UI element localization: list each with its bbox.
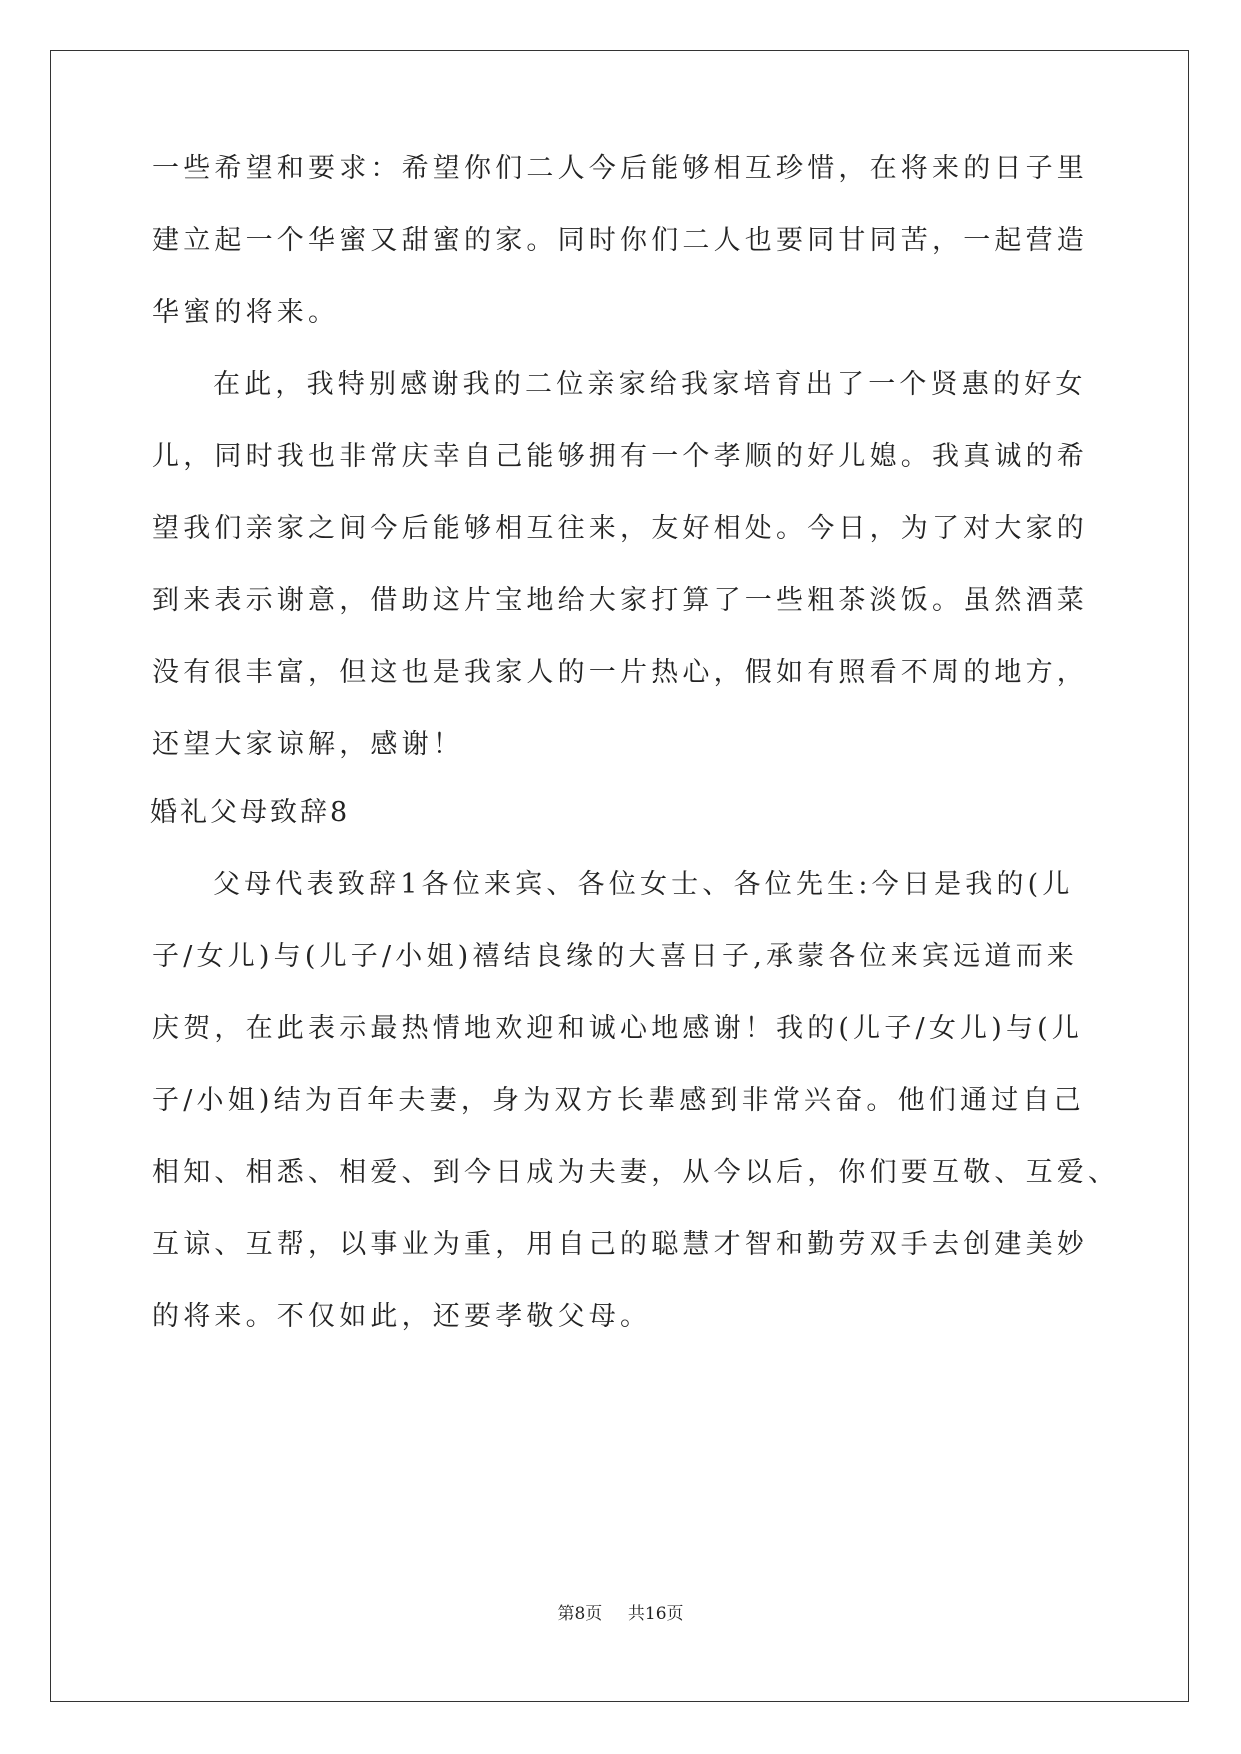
text-line: 没有很丰富，但这也是我家人的一片热心，假如有照看不周的地方， — [152, 657, 1088, 688]
section-heading: 婚礼父母致辞8 — [150, 797, 351, 828]
text-line: 还望大家谅解，感谢！ — [152, 729, 464, 760]
paragraph-first-line: 在此，我特别感谢我的二位亲家给我家培育出了一个贤惠的好女 — [213, 369, 1087, 400]
text-line: 到来表示谢意，借助这片宝地给大家打算了一些粗茶淡饭。虽然酒菜 — [152, 585, 1088, 616]
text-line: 华蜜的将来。 — [152, 297, 340, 328]
text-line: 一些希望和要求：希望你们二人今后能够相互珍惜，在将来的日子里 — [152, 153, 1088, 184]
text-line: 建立起一个华蜜又甜蜜的家。同时你们二人也要同甘同苦，一起营造 — [152, 225, 1088, 256]
text-line: 互谅、互帮，以事业为重，用自己的聪慧才智和勤劳双手去创建美妙 — [152, 1229, 1088, 1260]
page-total: 共16页 — [627, 1604, 684, 1624]
text-line: 儿，同时我也非常庆幸自己能够拥有一个孝顺的好儿媳。我真诚的希 — [152, 441, 1088, 472]
paragraph-first-line: 父母代表致辞1各位来宾、各位女士、各位先生:今日是我的(儿 — [213, 869, 1074, 900]
text-line: 相知、相悉、相爱、到今日成为夫妻，从今以后，你们要互敬、互爱、 — [152, 1157, 1120, 1188]
text-line: 望我们亲家之间今后能够相互往来，友好相处。今日，为了对大家的 — [152, 513, 1088, 544]
text-line: 子/女儿)与(儿子/小姐)禧结良缘的大喜日子,承蒙各位来宾远道而来 — [152, 941, 1078, 972]
page-number: 第8页 — [557, 1604, 603, 1624]
text-line: 的将来。不仅如此，还要孝敬父母。 — [152, 1301, 652, 1332]
page-footer — [0, 1603, 1241, 1625]
text-line: 庆贺，在此表示最热情地欢迎和诚心地感谢！我的(儿子/女儿)与(儿 — [152, 1013, 1084, 1044]
text-line: 子/小姐)结为百年夫妻，身为双方长辈感到非常兴奋。他们通过自己 — [152, 1085, 1085, 1116]
